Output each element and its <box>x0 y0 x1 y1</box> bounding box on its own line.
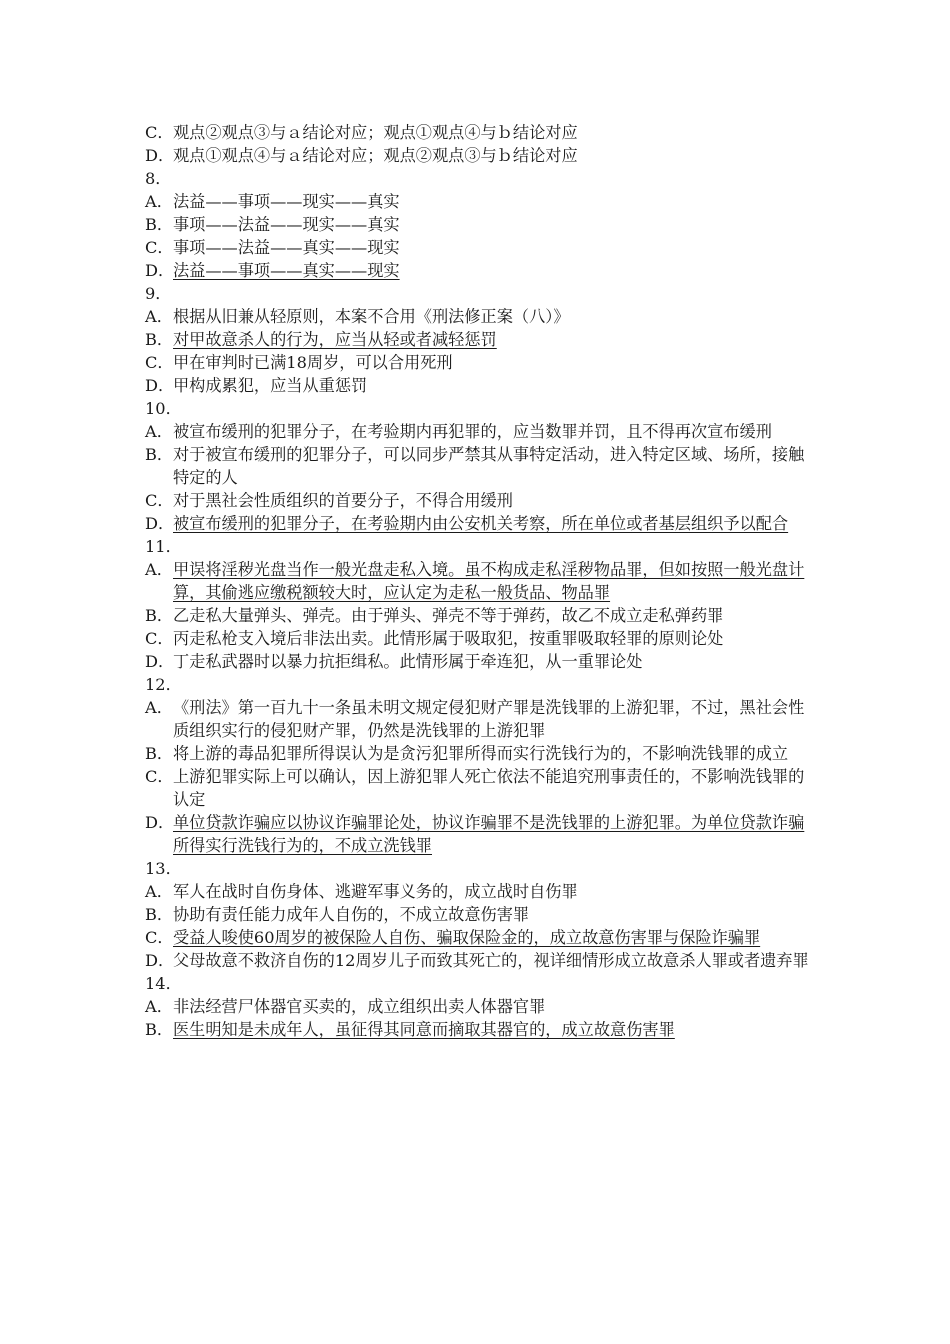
question-number: 11． <box>145 537 182 556</box>
option-letter: C． <box>145 491 174 510</box>
question-number: 14． <box>145 974 182 993</box>
option-letter: C． <box>145 238 174 257</box>
option-letter: B． <box>145 606 174 625</box>
option-letter: A． <box>145 307 173 326</box>
answer-option <box>145 512 830 535</box>
answer-option <box>145 305 830 328</box>
answer-option <box>145 443 830 489</box>
answer-option <box>145 811 830 857</box>
option-text: 乙走私大量弹头、弹壳。由于弹头、弹壳不等于弹药，故乙不成立走私弹药罪 <box>173 606 724 625</box>
question-number: 12． <box>145 675 182 694</box>
answer-option <box>145 489 830 512</box>
option-text-underlined: 对甲故意杀人的行为，应当从轻或者减轻惩罚 <box>173 330 497 349</box>
option-letter: C． <box>145 928 174 947</box>
answer-option <box>145 558 830 604</box>
answer-option <box>145 351 830 374</box>
answer-option <box>145 420 830 443</box>
answer-option <box>145 926 830 949</box>
option-text: 事项——法益——现实——真实 <box>173 215 400 234</box>
option-letter: D． <box>145 951 175 970</box>
question-list <box>145 121 830 1041</box>
option-letter: C． <box>145 123 174 142</box>
option-text-underlined: 甲误将淫秽光盘当作一般光盘走私入境。虽不构成走私淫秽物品罪，但如按照一般光盘计算，其偷逃应缴税额较大时，应认定为走私一般货品、物品罪 <box>173 560 805 602</box>
option-letter: C． <box>145 767 174 786</box>
answer-option <box>145 121 830 144</box>
option-text: 上游犯罪实际上可以确认，因上游犯罪人死亡依法不能追究刑事责任的，不影响洗钱罪的认定 <box>173 767 805 809</box>
option-letter: C． <box>145 353 174 372</box>
option-text: 事项——法益——真实——现实 <box>173 238 400 257</box>
option-text: 《刑法》第一百九十一条虽未明文规定侵犯财产罪是洗钱罪的上游犯罪，不过，黑社会性质组织实行的侵犯财产罪，仍然是洗钱罪的上游犯罪 <box>173 698 805 740</box>
option-letter: B． <box>145 744 174 763</box>
option-text: 非法经营尸体器官买卖的，成立组织出卖人体器官罪 <box>173 997 546 1016</box>
option-letter: B． <box>145 1020 174 1039</box>
answer-option <box>145 949 830 972</box>
question-number: 8． <box>145 169 172 188</box>
answer-option <box>145 374 830 397</box>
option-text-underlined: 法益——事项——真实——现实 <box>173 261 400 280</box>
option-text: 将上游的毒品犯罪所得误认为是贪污犯罪所得而实行洗钱行为的，不影响洗钱罪的成立 <box>173 744 789 763</box>
option-letter: D． <box>145 261 175 280</box>
option-text: 被宣布缓刑的犯罪分子，在考验期内再犯罪的，应当数罪并罚，且不得再次宣布缓刑 <box>173 422 772 441</box>
option-letter: B． <box>145 330 174 349</box>
option-text: 对于黑社会性质组织的首要分子，不得合用缓刑 <box>173 491 513 510</box>
option-text: 军人在战时自伤身体、逃避军事义务的，成立战时自伤罪 <box>173 882 578 901</box>
answer-option <box>145 1018 830 1041</box>
answer-option <box>145 880 830 903</box>
option-text: 法益——事项——现实——真实 <box>173 192 400 211</box>
option-text-underlined: 受益人唆使60周岁的被保险人自伤、骗取保险金的，成立故意伤害罪与保险诈骗罪 <box>173 928 761 947</box>
answer-option <box>145 765 830 811</box>
option-text: 观点②观点③与ａ结论对应；观点①观点④与ｂ结论对应 <box>173 123 578 142</box>
option-text-underlined: 单位贷款诈骗应以协议诈骗罪论处，协议诈骗罪不是洗钱罪的上游犯罪。为单位贷款诈骗所得实行洗钱行为的，不成立洗钱罪 <box>173 813 805 855</box>
option-text-underlined: 被宣布缓刑的犯罪分子，在考验期内由公安机关考察，所在单位或者基层组织予以配合 <box>173 514 789 533</box>
option-letter: B． <box>145 215 174 234</box>
answer-option <box>145 236 830 259</box>
question-number: 9． <box>145 284 172 303</box>
answer-option <box>145 903 830 926</box>
answer-option <box>145 190 830 213</box>
option-text: 对于被宣布缓刑的犯罪分子，可以同步严禁其从事特定活动，进入特定区域、场所，接触特定的人 <box>173 445 805 487</box>
option-text: 甲在审判时已满18周岁，可以合用死刑 <box>173 353 453 372</box>
option-letter: A． <box>145 192 173 211</box>
answer-option <box>145 742 830 765</box>
option-text: 观点①观点④与ａ结论对应；观点②观点③与ｂ结论对应 <box>173 146 578 165</box>
option-letter: A． <box>145 560 173 579</box>
question-number: 10． <box>145 399 182 418</box>
option-text: 根据从旧兼从轻原则，本案不合用《刑法修正案（八）》 <box>173 307 570 326</box>
option-letter: A． <box>145 997 173 1016</box>
answer-option <box>145 604 830 627</box>
option-text: 丁走私武器时以暴力抗拒缉私。此情形属于牵连犯，从一重罪论处 <box>173 652 643 671</box>
option-text: 甲构成累犯，应当从重惩罚 <box>173 376 368 395</box>
option-letter: A． <box>145 422 173 441</box>
answer-option <box>145 650 830 673</box>
option-text: 丙走私枪支入境后非法出卖。此情形属于吸取犯，按重罪吸取轻罪的原则论处 <box>173 629 724 648</box>
option-letter: A． <box>145 882 173 901</box>
answer-option <box>145 995 830 1018</box>
question-number: 13． <box>145 859 182 878</box>
option-letter: D． <box>145 376 175 395</box>
option-letter: D． <box>145 146 175 165</box>
option-letter: B． <box>145 445 174 464</box>
option-letter: B． <box>145 905 174 924</box>
option-text-underlined: 医生明知是未成年人，虽征得其同意而摘取其器官的，成立故意伤害罪 <box>173 1020 675 1039</box>
option-letter: D． <box>145 652 175 671</box>
answer-option <box>145 328 830 351</box>
option-letter: C． <box>145 629 174 648</box>
answer-option <box>145 144 830 167</box>
answer-option <box>145 259 830 282</box>
answer-option <box>145 627 830 650</box>
answer-option <box>145 213 830 236</box>
option-letter: D． <box>145 514 175 533</box>
option-text: 协助有责任能力成年人自伤的，不成立故意伤害罪 <box>173 905 530 924</box>
answer-option <box>145 696 830 742</box>
option-letter: D． <box>145 813 175 832</box>
option-text: 父母故意不救济自伤的12周岁儿子而致其死亡的，视详细情形成立故意杀人罪或者遗弃罪 <box>173 951 809 970</box>
option-letter: A． <box>145 698 173 717</box>
